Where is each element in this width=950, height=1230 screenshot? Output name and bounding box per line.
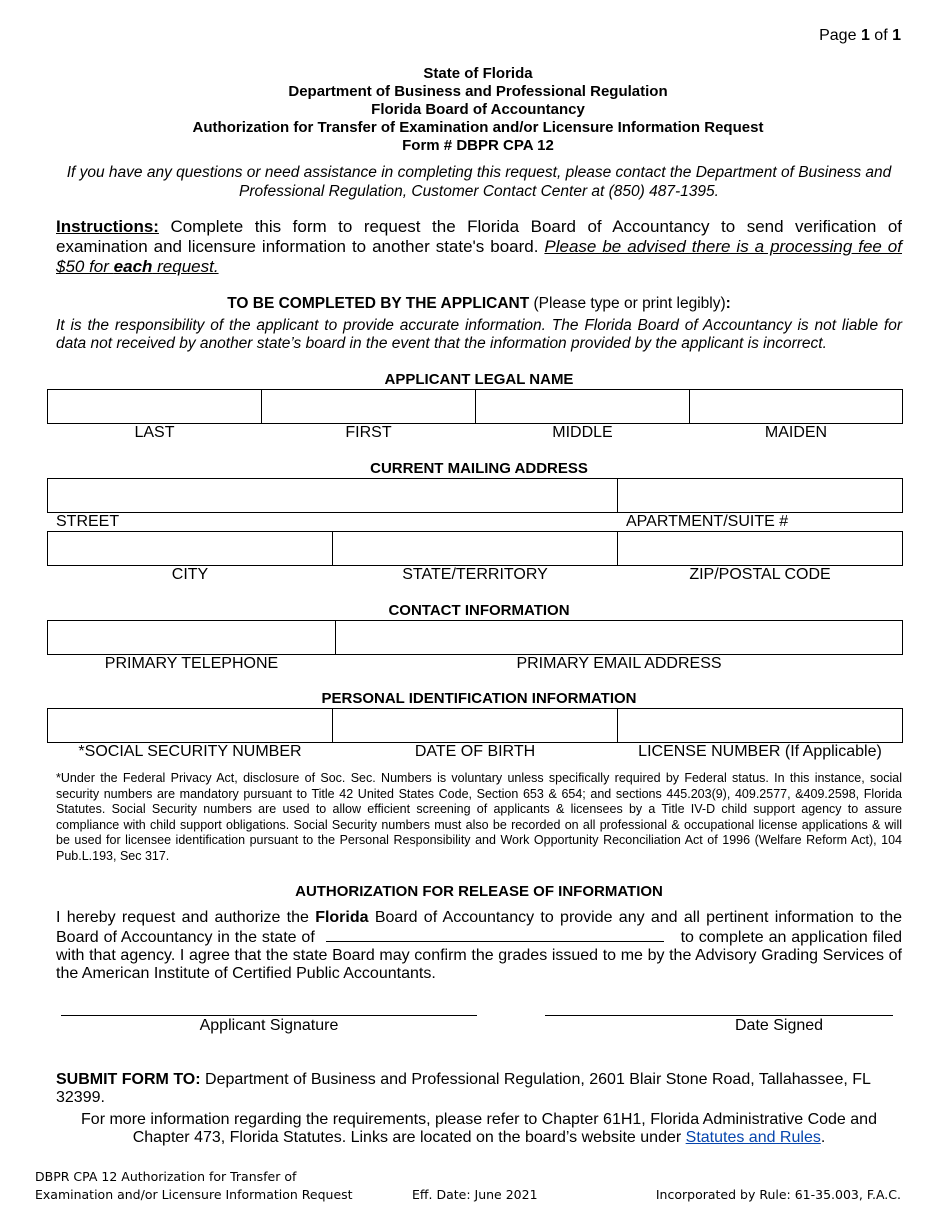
date-signed-line[interactable]: [545, 1015, 893, 1016]
applicant-signature-line[interactable]: [61, 1015, 477, 1016]
submit-instructions: SUBMIT FORM TO: Department of Business and Professional Regulation, 2601 Blair Stone Road, Tallahassee, FL 32399.: [56, 1071, 871, 1106]
more-info: For more information regarding the requirements, please refer to Chapter 61H1, Florida Administrative Code and Chapter 473, Florida Statutes. Links are located on the board’s website under Statutes and Rules.: [81, 1111, 877, 1146]
header-department: Department of Business and Professional Regulation: [288, 83, 668, 100]
first-name-input[interactable]: [261, 389, 476, 424]
maiden-name-label: MAIDEN: [764, 424, 828, 441]
email-input[interactable]: [335, 620, 903, 655]
footer-effective-date: Eff. Date: June 2021: [412, 1187, 538, 1202]
destination-state-blank[interactable]: [326, 927, 664, 942]
fee-notice: Please be advised there is a processing fee of $50 for each request.: [56, 237, 902, 276]
state-input[interactable]: [332, 531, 618, 566]
apartment-input[interactable]: [617, 478, 903, 513]
maiden-name-input[interactable]: [689, 389, 903, 424]
phone-input[interactable]: [47, 620, 336, 655]
instructions: Instructions: Complete this form to request the Florida Board of Accountancy to send verification of examination and licensure information to another state's board. Please be advised there is a processing fee of $50 for each request.: [56, 217, 902, 276]
state-label: STATE/TERRITORY: [402, 566, 548, 583]
applicant-section-title: TO BE COMPLETED BY THE APPLICANT (Please type or print legibly):: [227, 295, 731, 312]
first-name-label: FIRST: [345, 424, 392, 441]
middle-name-input[interactable]: [475, 389, 690, 424]
street-input[interactable]: [47, 478, 618, 513]
instructions-label: Instructions:: [56, 217, 159, 236]
zip-input[interactable]: [617, 531, 903, 566]
date-signed-label: Date Signed: [735, 1017, 824, 1034]
legal-name-title: APPLICANT LEGAL NAME: [384, 371, 574, 388]
zip-label: ZIP/POSTAL CODE: [689, 566, 831, 583]
page-number: Page 1 of 1: [819, 27, 901, 44]
license-input[interactable]: [617, 708, 903, 743]
dob-label: DATE OF BIRTH: [414, 743, 536, 760]
ssn-label: *SOCIAL SECURITY NUMBER: [78, 743, 302, 760]
authorization-text: I hereby request and authorize the Florida Board of Accountancy to provide any and all pertinent information to the Board of Accountancy in the state of to complete an application filed with that agency. I agree that the state Board may confirm the grades issued to me by the Advisory Grading Services of the American Institute of Certified Public Accountants.: [56, 909, 902, 982]
contact-note: If you have any questions or need assistance in completing this request, please contact the Department of Business and Professional Regulation, Customer Contact Center at (850) 487-1395.: [66, 164, 892, 200]
authorization-title: AUTHORIZATION FOR RELEASE OF INFORMATION: [295, 883, 663, 900]
middle-name-label: MIDDLE: [552, 424, 613, 441]
street-label: STREET: [56, 513, 120, 530]
statutes-and-rules-link[interactable]: Statutes and Rules: [685, 1129, 821, 1146]
applicant-disclaimer: It is the responsibility of the applicant to provide accurate information. The Florida Board of Accountancy is not liable for data not received by another state’s board in the event that the information provided by the applicant is incorrect.: [56, 317, 902, 352]
apartment-label: APARTMENT/SUITE #: [626, 513, 789, 530]
header-state: State of Florida: [423, 65, 533, 82]
privacy-note: *Under the Federal Privacy Act, disclosure of Soc. Sec. Numbers is voluntary unless specifically required by Federal status. In this instance, social security numbers are mandatory pursuant to Title 42 United States Code, Section 653 & 654; and sections 445.203(9), 409.2577, &409.2598, Florida Statutes. Social Security numbers are used to allow efficient screening of applicants & licensees by a Title IV-D child support agency to assure compliance with child support obligations. Social Security numbers must also be recorded on all professional & occupational license applications & will be used for licensee identification pursuant to the Personal Responsibility and Work Opportunity Reconciliation Act of 1996 (Welfare Reform Act), 104 Pub.L.193, Sec 317.: [56, 771, 902, 863]
last-name-input[interactable]: [47, 389, 262, 424]
header-board: Florida Board of Accountancy: [371, 101, 585, 118]
footer-rule: Incorporated by Rule: 61-35.003, F.A.C.: [655, 1187, 901, 1202]
header-form-title: Authorization for Transfer of Examination and/or Licensure Information Request: [192, 119, 764, 136]
ssn-input[interactable]: [47, 708, 333, 743]
city-input[interactable]: [47, 531, 333, 566]
last-name-label: LAST: [134, 424, 175, 441]
header-form-number: Form # DBPR CPA 12: [402, 137, 554, 154]
personal-id-title: PERSONAL IDENTIFICATION INFORMATION: [321, 690, 637, 707]
email-label: PRIMARY EMAIL ADDRESS: [516, 655, 722, 672]
footer-form-name: DBPR CPA 12 Authorization for Transfer of Examination and/or Licensure Information Request: [35, 1169, 353, 1202]
mailing-address-title: CURRENT MAILING ADDRESS: [370, 460, 588, 477]
dob-input[interactable]: [332, 708, 618, 743]
form-header: [40, 65, 916, 155]
phone-label: PRIMARY TELEPHONE: [104, 655, 279, 672]
contact-info-title: CONTACT INFORMATION: [388, 602, 570, 619]
applicant-signature-label: Applicant Signature: [199, 1017, 339, 1034]
city-label: CITY: [171, 566, 209, 583]
license-label: LICENSE NUMBER (If Applicable): [638, 743, 882, 760]
